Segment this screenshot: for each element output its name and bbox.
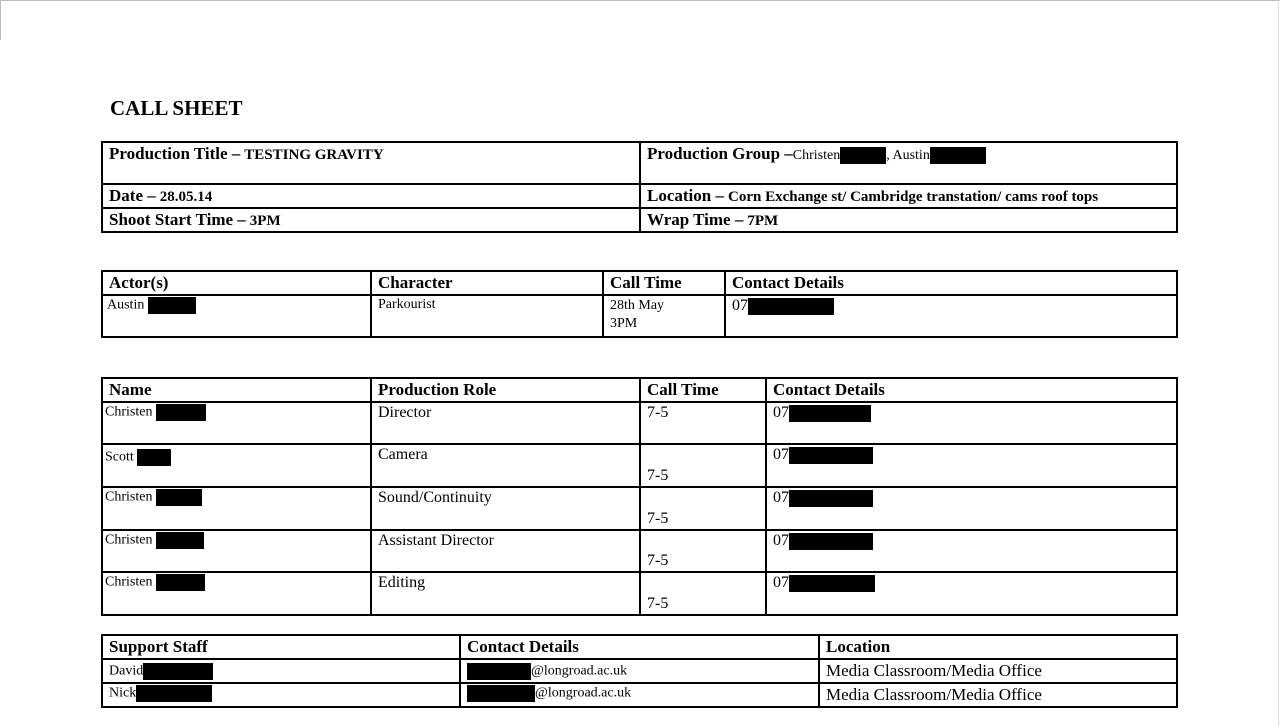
header-contact: Contact Details <box>460 635 819 659</box>
redaction <box>789 405 871 422</box>
email-link[interactable]: @longroad.ac.uk <box>531 663 628 679</box>
redaction <box>137 449 171 466</box>
redaction <box>143 663 213 680</box>
crew-table <box>101 377 1178 616</box>
header-call-time: Call Time <box>603 271 725 295</box>
redaction <box>156 489 202 506</box>
wrap-time-cell: Wrap Time – 7PM <box>640 208 1177 232</box>
email-link[interactable]: @longroad.ac.uk <box>535 685 632 701</box>
redaction <box>467 685 535 702</box>
table-row: Christen Director 7-5 07 <box>102 402 1177 444</box>
header-location: Location <box>819 635 1177 659</box>
page-edge <box>0 0 1280 1</box>
table-row: Christen Assistant Director 7-5 07 <box>102 530 1177 572</box>
header-name: Name <box>102 378 371 402</box>
redaction <box>156 532 204 549</box>
header-contact: Contact Details <box>725 271 1177 295</box>
table-row: Christen Editing 7-5 07 <box>102 572 1177 615</box>
production-title-cell: Production Title – TESTING GRAVITY <box>102 142 640 184</box>
header-contact: Contact Details <box>766 378 1177 402</box>
date-cell: Date – 28.05.14 <box>102 184 640 208</box>
header-actors: Actor(s) <box>102 271 371 295</box>
table-row: Christen Sound/Continuity 7-5 07 <box>102 487 1177 530</box>
redaction <box>789 533 873 550</box>
redaction <box>156 404 206 421</box>
start-time-cell: Shoot Start Time – 3PM <box>102 208 640 232</box>
redaction <box>840 147 886 164</box>
redaction <box>148 297 196 314</box>
production-title: TESTING GRAVITY <box>244 147 384 163</box>
redaction <box>467 663 531 680</box>
header-support-staff: Support Staff <box>102 635 460 659</box>
document-title: CALL SHEET <box>110 96 243 120</box>
location-cell: Location – Corn Exchange st/ Cambridge transtation/ cams roof tops <box>640 184 1177 208</box>
page-edge <box>1278 0 1279 726</box>
redaction <box>789 490 873 507</box>
table-row: Nick @longroad.ac.uk Media Classroom/Media Office <box>102 683 1177 707</box>
production-group-cell: Production Group –Christen , Austin <box>640 142 1177 184</box>
redaction <box>789 575 875 592</box>
redaction <box>156 574 205 591</box>
page-edge <box>0 0 1 40</box>
redaction <box>789 447 873 464</box>
redaction <box>930 147 986 164</box>
actors-table <box>101 270 1178 338</box>
table-row: Austin Parkourist 28th May 3PM 07 <box>102 295 1177 337</box>
table-row: David @longroad.ac.uk Media Classroom/Media Office <box>102 659 1177 683</box>
table-row: Scott Camera 7-5 07 <box>102 444 1177 487</box>
redaction <box>136 685 212 702</box>
header-call-time: Call Time <box>640 378 766 402</box>
redaction <box>748 298 834 315</box>
production-info-table <box>101 141 1178 233</box>
header-role: Production Role <box>371 378 640 402</box>
header-character: Character <box>371 271 603 295</box>
support-staff-table <box>101 634 1178 708</box>
